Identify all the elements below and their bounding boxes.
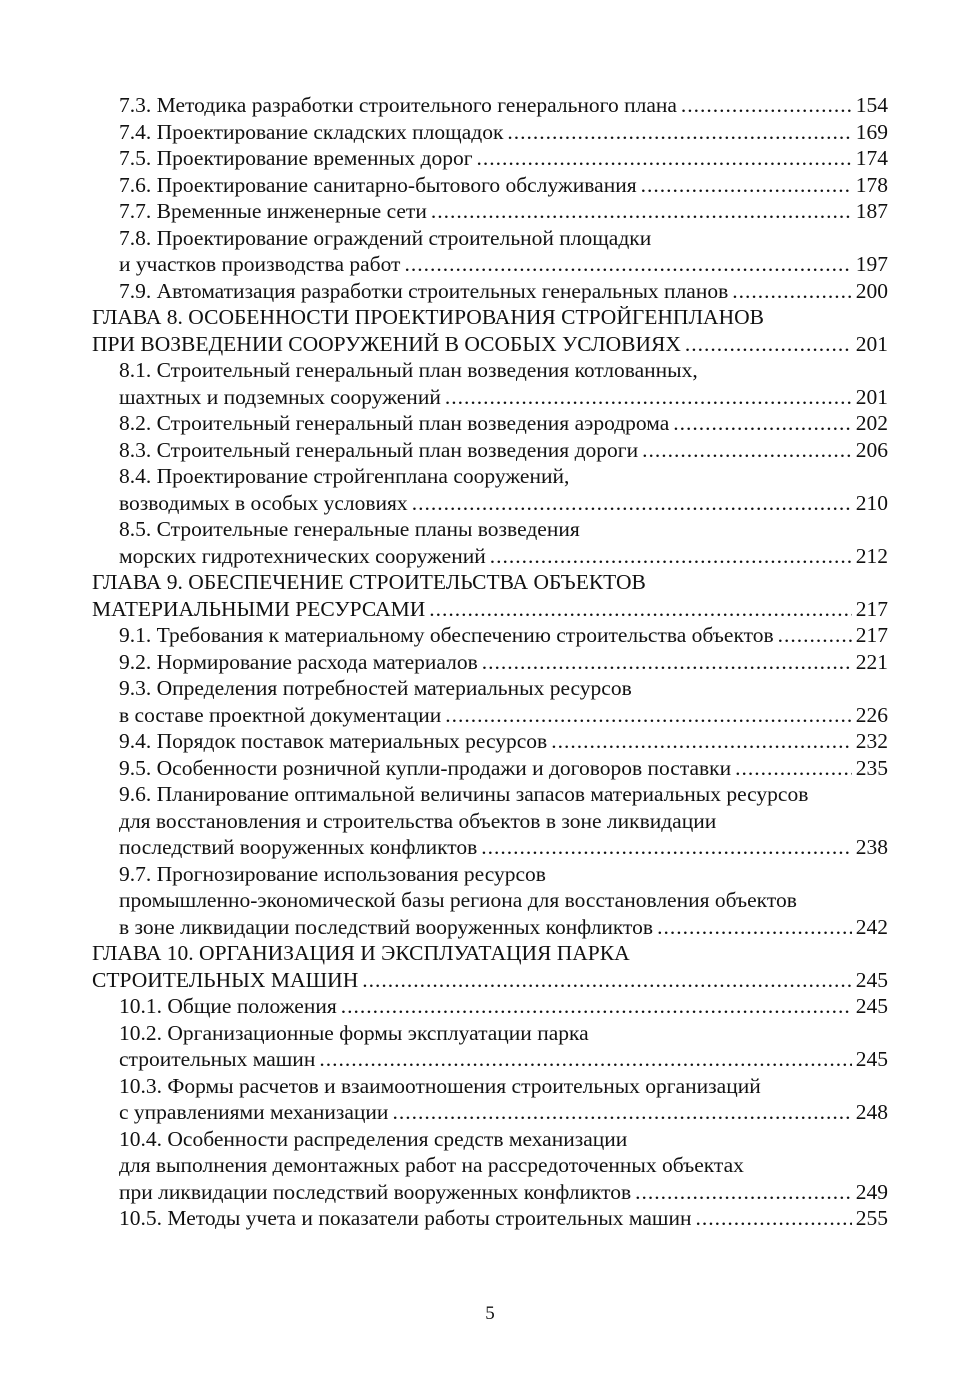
toc-entry-last-line — [119, 993, 888, 1020]
toc-section-entry — [92, 225, 888, 278]
toc-entry-last-line — [119, 437, 888, 464]
toc-entry-last-line — [119, 834, 888, 861]
toc-entry-title-line: 9.5. Особенности розничной купли-продажи и договоров поставки — [119, 755, 732, 780]
toc-dot-leader — [319, 1046, 851, 1073]
toc-entry-last-line — [92, 331, 888, 358]
toc-section-entry — [92, 198, 888, 225]
toc-entry-title-line: 9.6. Планирование оптимальной величины запасов материальных ресурсов — [119, 782, 809, 806]
toc-chapter-entry — [92, 569, 888, 622]
toc-page-number: 201 — [855, 384, 888, 409]
toc-section-entry — [92, 437, 888, 464]
toc-entry-title-line: с управлениями механизации — [119, 1100, 389, 1124]
toc-dot-leader — [657, 914, 852, 941]
toc-dot-leader — [551, 728, 852, 755]
toc-entry-title-line: ГЛАВА 10. ОРГАНИЗАЦИЯ И ЭКСПЛУАТАЦИЯ ПАРКА — [92, 941, 630, 965]
toc-section-entry — [92, 1205, 888, 1232]
toc-entry-title-line: и участков производства работ — [119, 252, 401, 276]
toc-entry-title-line: МАТЕРИАЛЬНЫМИ РЕСУРСАМИ — [92, 596, 426, 621]
toc-entry-last-line — [119, 543, 888, 570]
toc-dot-leader — [392, 1099, 851, 1126]
toc-section-entry — [92, 172, 888, 199]
toc-page-number: 245 — [855, 1047, 888, 1071]
toc-entry-last-line — [119, 728, 888, 755]
toc-entry-last-line — [119, 914, 888, 941]
toc-dot-leader — [362, 967, 852, 994]
toc-entry-title-line: 8.1. Строительный генеральный план возведения котлованных, — [119, 358, 698, 382]
toc-entry-last-line — [119, 172, 888, 199]
toc-section-entry — [92, 410, 888, 437]
toc-section-entry — [92, 516, 888, 569]
toc-entry-last-line — [119, 145, 888, 172]
toc-section-entry — [92, 1020, 888, 1073]
toc-dot-leader — [673, 410, 851, 437]
toc-entry-title-line: ПРИ ВОЗВЕДЕНИИ СООРУЖЕНИЙ В ОСОБЫХ УСЛОВИЯХ — [92, 331, 681, 356]
toc-section-entry — [92, 728, 888, 755]
toc-chapter-entry — [92, 304, 888, 357]
toc-page-number: 202 — [855, 411, 888, 435]
toc-section-entry — [92, 781, 888, 861]
toc-entry-title-line: возводимых в особых условиях — [119, 490, 408, 515]
toc-entry-last-line — [92, 596, 888, 623]
page-number: 5 — [485, 1303, 495, 1324]
toc-dot-leader — [429, 596, 851, 623]
toc-entry-last-line — [119, 198, 888, 225]
toc-entry-last-line — [119, 1205, 888, 1232]
toc-entry-title-line: для выполнения демонтажных работ на рассредоточенных объектах — [119, 1153, 744, 1177]
toc-section-entry — [92, 675, 888, 728]
toc-page-number: 238 — [855, 835, 888, 859]
toc-entry-title-line: строительных машин — [119, 1047, 316, 1071]
toc-dot-leader — [696, 1205, 852, 1232]
toc-chapter-entry — [92, 940, 888, 993]
toc-entry-title-line: в зоне ликвидации последствий вооруженных конфликтов — [119, 914, 654, 939]
toc-page-number: 217 — [855, 623, 888, 647]
toc-dot-leader — [490, 543, 852, 570]
toc-dot-leader — [431, 198, 852, 225]
toc-entry-last-line — [119, 649, 888, 676]
toc-entry-last-line — [119, 384, 888, 411]
toc-page-number: 200 — [855, 278, 888, 303]
toc-dot-leader — [404, 251, 851, 278]
toc-entry-last-line — [119, 410, 888, 437]
toc-dot-leader — [681, 92, 852, 119]
toc-entry-title-line: 7.4. Проектирование складских площадок — [119, 119, 504, 144]
toc-page-number: 248 — [855, 1100, 888, 1124]
toc-entry-last-line — [119, 490, 888, 517]
toc-page-number: 221 — [855, 649, 888, 674]
toc-entry-title-line: для восстановления и строительства объектов в зоне ликвидации — [119, 808, 717, 833]
toc-entry-last-line — [119, 278, 888, 305]
toc-entry-title-line: 8.5. Строительные генеральные планы возведения — [119, 517, 580, 541]
toc-section-entry — [92, 119, 888, 146]
toc-entry-title-line: 10.3. Формы расчетов и взаимоотношения строительных организаций — [119, 1073, 761, 1098]
toc-entry-title-line: 10.5. Методы учета и показатели работы строительных машин — [119, 1206, 692, 1230]
toc-page-number: 210 — [855, 490, 888, 515]
toc-entry-title-line: 7.7. Временные инженерные сети — [119, 199, 427, 223]
toc-page-number: 187 — [855, 199, 888, 223]
toc-dot-leader — [642, 437, 852, 464]
toc-entry-title-line: 7.9. Автоматизация разработки строительных генеральных планов — [119, 278, 729, 303]
toc-entry-title-line: 10.2. Организационные формы эксплуатации парка — [119, 1020, 589, 1045]
toc-entry-title-line: 9.7. Прогнозирование использования ресурсов — [119, 861, 546, 886]
toc-dot-leader — [481, 834, 851, 861]
toc-entry-title-line: при ликвидации последствий вооруженных конфликтов — [119, 1179, 632, 1204]
toc-section-entry — [92, 1073, 888, 1126]
toc-page-number: 245 — [855, 967, 888, 992]
toc-entry-last-line — [119, 119, 888, 146]
toc-section-entry — [92, 357, 888, 410]
toc-dot-leader — [735, 755, 852, 782]
toc-page-number: 212 — [855, 543, 888, 568]
toc-section-entry — [92, 622, 888, 649]
toc-entry-last-line — [119, 92, 888, 119]
toc-section-entry — [92, 755, 888, 782]
toc-dot-leader — [732, 278, 852, 305]
toc-entry-last-line — [119, 622, 888, 649]
toc-page-number: 232 — [855, 729, 888, 753]
toc-page-number: 154 — [855, 93, 888, 117]
toc-entry-title-line: 9.4. Порядок поставок материальных ресурсов — [119, 729, 548, 753]
toc-dot-leader — [641, 172, 852, 199]
toc-entry-title-line: последствий вооруженных конфликтов — [119, 835, 478, 859]
toc-page-number: 197 — [855, 252, 888, 276]
toc-section-entry — [92, 1126, 888, 1206]
toc-section-entry — [92, 463, 888, 516]
toc-entry-title-line: 8.3. Строительный генеральный план возведения дороги — [119, 437, 639, 462]
toc-dot-leader — [685, 331, 852, 358]
toc-dot-leader — [341, 993, 852, 1020]
toc-entry-last-line — [119, 1046, 888, 1073]
toc-page-number: 255 — [855, 1206, 888, 1230]
toc-entry-title-line: 7.6. Проектирование санитарно-бытового обслуживания — [119, 172, 637, 197]
toc-entry-title-line: СТРОИТЕЛЬНЫХ МАШИН — [92, 967, 359, 992]
toc-entry-last-line — [119, 1099, 888, 1126]
toc-entry-title-line: ГЛАВА 8. ОСОБЕННОСТИ ПРОЕКТИРОВАНИЯ СТРОЙГЕНПЛАНОВ — [92, 305, 764, 329]
toc-page-number: 169 — [855, 119, 888, 144]
toc-entry-title-line: 7.5. Проектирование временных дорог — [119, 146, 473, 170]
toc-entry-title-line: промышленно-экономической базы региона для восстановления объектов — [119, 888, 797, 912]
toc-entry-title-line: 9.3. Определения потребностей материальных ресурсов — [119, 676, 632, 700]
toc-page-number: 226 — [855, 702, 888, 727]
toc-page-number: 245 — [855, 994, 888, 1018]
toc-entry-title-line: 9.1. Требования к материальному обеспечению строительства объектов — [119, 623, 774, 647]
toc-dot-leader — [412, 490, 852, 517]
toc-entry-title-line: 9.2. Нормирование расхода материалов — [119, 649, 478, 674]
toc-section-entry — [92, 92, 888, 119]
toc-page-number: 235 — [855, 755, 888, 780]
toc-entry-last-line — [92, 967, 888, 994]
toc-section-entry — [92, 145, 888, 172]
toc-entry-title-line: 10.1. Общие положения — [119, 994, 337, 1018]
toc-section-entry — [92, 993, 888, 1020]
toc-section-entry — [92, 278, 888, 305]
toc-entry-title-line: 8.2. Строительный генеральный план возведения аэродрома — [119, 411, 670, 435]
toc-section-entry — [92, 861, 888, 941]
toc-dot-leader — [507, 119, 851, 146]
toc-page-number: 242 — [855, 914, 888, 939]
toc-section-entry — [92, 649, 888, 676]
toc-entry-last-line — [119, 755, 888, 782]
toc-dot-leader — [445, 702, 852, 729]
toc-page-number: 174 — [855, 146, 888, 170]
toc-dot-leader — [635, 1179, 852, 1206]
toc-entry-title-line: в составе проектной документации — [119, 702, 442, 727]
toc-entry-title-line: морских гидротехнических сооружений — [119, 543, 486, 568]
toc-entry-title-line: 7.3. Методика разработки строительного генерального плана — [119, 93, 677, 117]
toc-entry-last-line — [119, 1179, 888, 1206]
toc-entry-title-line: 10.4. Особенности распределения средств механизации — [119, 1126, 628, 1151]
table-of-contents — [92, 92, 888, 1232]
toc-page-number: 206 — [855, 437, 888, 462]
toc-entry-title-line: 7.8. Проектирование ограждений строительной площадки — [119, 225, 652, 250]
toc-entry-title-line: 8.4. Проектирование стройгенплана сооружений, — [119, 464, 570, 488]
toc-page-number: 249 — [855, 1179, 888, 1204]
toc-dot-leader — [778, 622, 852, 649]
toc-page-number: 201 — [855, 331, 888, 356]
toc-dot-leader — [445, 384, 852, 411]
toc-entry-title-line: шахтных и подземных сооружений — [119, 384, 441, 409]
toc-entry-last-line — [119, 702, 888, 729]
toc-dot-leader — [477, 145, 852, 172]
toc-page-number: 217 — [855, 596, 888, 621]
toc-dot-leader — [482, 649, 852, 676]
toc-entry-title-line: ГЛАВА 9. ОБЕСПЕЧЕНИЕ СТРОИТЕЛЬСТВА ОБЪЕКТОВ — [92, 570, 646, 594]
toc-page-number: 178 — [855, 172, 888, 197]
toc-entry-last-line — [119, 251, 888, 278]
